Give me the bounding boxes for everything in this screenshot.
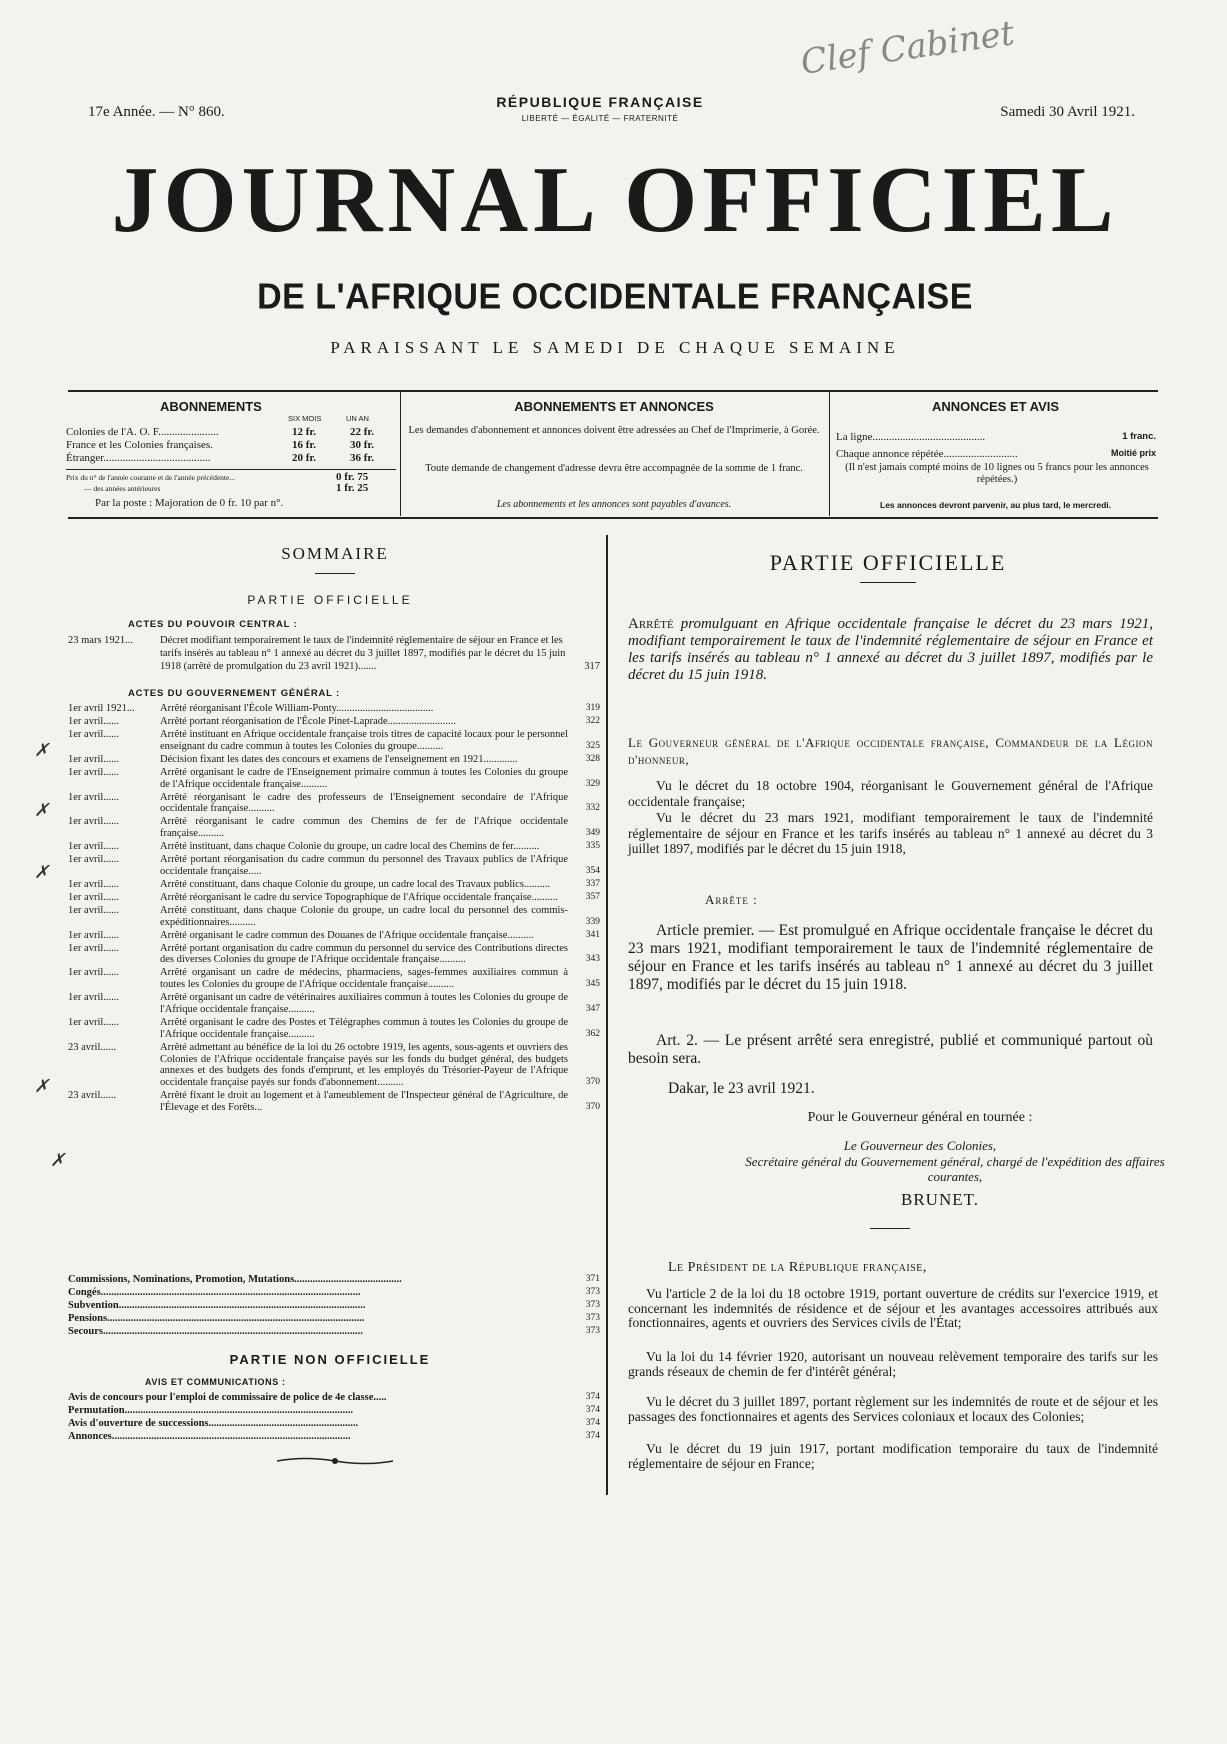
poste-majoration: Par la poste : Majoration de 0 fr. 10 par n°. <box>95 497 284 509</box>
toc-non-officielle-list <box>68 1392 600 1444</box>
toc-title: Décision fixant les dates des concours et examens de l'enseignement en 1921............. <box>160 753 518 765</box>
adresse-note: Les demandes d'abonnement et annonces doivent être adressées au Chef de l'Imprimerie, à Gorée. <box>408 425 820 436</box>
toc-page: 373 <box>585 1312 600 1323</box>
abonnement-row: France et les Colonies françaises. 16 fr. 30 fr. <box>66 439 375 451</box>
toc-page: 374 <box>585 1404 600 1415</box>
vu-loi-1919: Vu l'article 2 de la loi du 18 octobre 1919, portant ouverture de crédits sur l'exercice 1919, et concernant les indemnités de résidence et de séjour et les avantages accessoires attribués aux fonctionnaires, agents et ouvriers des Services civils de l'État; <box>628 1286 1158 1330</box>
toc-title: Avis d'ouverture de successions......................................................... <box>68 1417 359 1429</box>
toc-page: 374 <box>585 1430 600 1441</box>
toc-title: Arrêté portant réorganisation de l'École Pinet-Laprade.......................... <box>160 715 456 727</box>
arrete-heading: Arrêté promulguant en Afrique occidentale française le décret du 23 mars 1921, modifiant temporairement le taux de l'indemnité réglementaire de séjour en France et les tarifs insérés au tableau n° 1 annexé au décret du 3 juillet 1897, modifiés par le décret du 15 juin 1918. <box>628 616 1154 683</box>
un-an-header: UN AN <box>346 414 369 423</box>
toc-entry <box>68 816 600 840</box>
toc-title: Arrêté fixant le droit au logement et à l'ameublement de l'Inspecteur général de l'Agriculture, de l'Élevage et des Forêts... <box>160 1090 568 1113</box>
article-premier: Article premier. — Est promulgué en Afrique occidentale française le décret du 23 mars 1921, modifiant temporairement le taux de l'indemnité réglementaire de séjour en France et les tarifs insérés au tableau n° 1 annexé au décret du 3 juillet 1897, modifiés par le décret du 15 juin 1918. <box>628 922 1153 993</box>
toc-entry <box>68 992 600 1016</box>
margin-check-mark: ✗ <box>34 740 50 761</box>
toc-title: Arrêté constituant, dans chaque Colonie du groupe, un cadre local du personnel des commis-expéditionnaires.......... <box>160 904 568 928</box>
toc-title: Commissions, Nominations, Promotion, Mutations......................................... <box>68 1274 402 1285</box>
sommaire-partie-officielle: PARTIE OFFICIELLE <box>247 593 413 607</box>
toc-date: 23 avril...... <box>68 1090 117 1102</box>
abonnements-annonces-title: ABONNEMENTS ET ANNONCES <box>514 399 714 414</box>
toc-page: 322 <box>585 715 600 726</box>
box-divider-2 <box>829 392 830 516</box>
toc-page: 317 <box>584 661 600 672</box>
journal-title: JOURNAL OFFICIEL <box>111 148 1119 252</box>
toc-date: 1er avril...... <box>68 728 120 740</box>
toc-title: Permutation....................................................................................... <box>68 1404 353 1416</box>
box-top-rule <box>68 390 1158 392</box>
toc-page: 343 <box>585 954 600 965</box>
toc-date: 1er avril 1921... <box>68 703 135 714</box>
prix-anterieurs-row: — des années antérieures 1 fr. 25 <box>84 483 369 494</box>
toc-entry <box>68 729 600 753</box>
vu-loi-1920: Vu la loi du 14 février 1920, autorisant un nouveau relèvement temporaire des tarifs sur les grands réseaux de chemin de fer d'intérêt général; <box>628 1349 1158 1379</box>
toc-date: 1er avril...... <box>68 992 120 1004</box>
toc-page: 373 <box>585 1325 600 1336</box>
toc-date: 1er avril...... <box>68 715 120 727</box>
changement-adresse-note: Toute demande de changement d'adresse devra être accompagnée de la somme de 1 franc. <box>425 463 803 474</box>
toc-page: 328 <box>585 753 600 764</box>
toc-page: 332 <box>585 803 600 814</box>
issue-date: Samedi 30 Avril 1921. <box>1000 104 1135 120</box>
toc-title: Arrêté réorganisant le cadre commun des Chemins de fer de l'Afrique occidentale française.......... <box>160 816 568 840</box>
partie-officielle-rule <box>860 582 916 583</box>
toc-title: Arrêté constituant, dans chaque Colonie du groupe, un cadre local des Travaux publics.......... <box>160 878 551 890</box>
abonnements-table <box>66 426 396 465</box>
toc-title: Congés................................................................................................... <box>68 1286 361 1298</box>
toc-title: Arrêté organisant un cadre de vétérinaires auxiliaires commun à toutes les Colonies du groupe de l'Afrique occidentale française.......... <box>160 992 569 1015</box>
toc-date: 1er avril...... <box>68 967 120 979</box>
toc-page: 335 <box>585 841 600 852</box>
toc-page: 373 <box>585 1286 600 1297</box>
devise: LIBERTÉ — ÉGALITÉ — FRATERNITÉ <box>521 114 679 123</box>
toc-page: 337 <box>585 878 600 889</box>
toc-date: 1er avril...... <box>68 929 120 941</box>
pour-gouverneur: Pour le Gouverneur général en tournée : <box>807 1110 1033 1125</box>
toc-page: 329 <box>585 778 600 789</box>
toc-page: 370 <box>585 1101 600 1112</box>
sommaire-title: SOMMAIRE <box>281 544 389 563</box>
annonce-repetee-row: Chaque annonce répétée........................... Moitié prix <box>836 448 1156 460</box>
toc-page: 370 <box>585 1077 600 1088</box>
toc-date: 1er avril...... <box>68 816 120 828</box>
toc-page: 345 <box>585 979 600 990</box>
gouverneur-general-intro: Le Gouverneur général de l'Afrique occidentale française, Commandeur de la Légion d'honneur, <box>628 735 1153 767</box>
toc-page: 354 <box>585 865 600 876</box>
vu-decret-1921: Vu le décret du 23 mars 1921, modifiant temporairement le taux de l'indemnité réglementaire de séjour en France et les tarifs insérés au tableau n° 1 annexé au décret du 3 juillet 1897, modifiés par le décret du 15 juin 1918, <box>628 810 1153 856</box>
toc-entry <box>68 967 600 991</box>
toc-entry <box>68 1418 600 1430</box>
toc-page: 374 <box>585 1392 600 1402</box>
actes-pouvoir-central: ACTES DU POUVOIR CENTRAL : <box>128 619 298 630</box>
six-mois-header: SIX MOIS <box>288 414 322 423</box>
toc-entry <box>68 1017 600 1041</box>
toc-date: 1er avril...... <box>68 942 120 954</box>
toc-page: 325 <box>585 740 600 751</box>
toc-title: Subvention.............................................................................................. <box>68 1299 366 1311</box>
toc-entry <box>68 930 600 942</box>
toc-page: 371 <box>585 1274 600 1284</box>
margin-check-mark: ✗ <box>34 1076 50 1097</box>
toc-title: Arrêté organisant le cadre des Postes et Télégraphes commun à toutes les Colonies du groupe de l'Afrique occidentale française.......... <box>160 1016 568 1040</box>
lieu-date: Dakar, le 23 avril 1921. <box>668 1080 815 1097</box>
toc-title: Arrêté instituant en Afrique occidentale française trois titres de capacité locaux pour le personnel enseignant du cadre commun à toutes les Colonies du groupe.......... <box>160 728 568 752</box>
arrete-label: Arrête : <box>705 892 758 907</box>
sommaire-partie-non-officielle: PARTIE NON OFFICIELLE <box>229 1352 431 1367</box>
vu-decret-1904: Vu le décret du 18 octobre 1904, réorganisant le Gouvernement général de l'Afrique occidentale française; <box>628 778 1153 809</box>
toc-entry <box>68 1300 600 1312</box>
toc-title: Arrêté portant réorganisation du cadre commun du personnel des Travaux publics de l'Afrique occidentale française..... <box>160 854 568 877</box>
vu-decret-1917: Vu le décret du 19 juin 1917, portant modification temporaire du taux de l'indemnité réglementaire de séjour en France; <box>628 1441 1158 1471</box>
toc-page: 349 <box>585 828 600 839</box>
toc-title: Pensions.................................................................................................. <box>68 1312 365 1324</box>
journal-subtitle: DE L'AFRIQUE OCCIDENTALE FRANÇAISE <box>257 277 973 317</box>
toc-page: 341 <box>585 929 600 940</box>
prix-numero-row: Prix du n° de l'année courante et de l'année précédente... 0 fr. 75 <box>66 472 369 483</box>
toc-entry <box>68 754 600 766</box>
issue-number: 17e Année. — N° 860. <box>88 104 225 120</box>
signataire-fonction: Secrétaire général du Gouvernement général, chargé de l'expédition des affaires courantes, <box>745 1154 1165 1184</box>
toc-title: Annonces........................................................................................... <box>68 1430 351 1442</box>
toc-page: 373 <box>585 1299 600 1310</box>
toc-date: 1er avril...... <box>68 766 120 778</box>
handwritten-note: Clef Cabinet <box>798 13 1017 83</box>
toc-entry <box>68 1090 600 1114</box>
toc-title: Secours................................................................................................... <box>68 1325 363 1337</box>
toc-entry <box>68 1326 600 1338</box>
toc-entry <box>68 1042 600 1089</box>
toc-page: 319 <box>585 703 600 713</box>
toc-entry <box>68 1392 600 1404</box>
avis-communications-label: AVIS ET COMMUNICATIONS : <box>145 1377 286 1387</box>
toc-misc-list <box>68 1274 600 1339</box>
article-2: Art. 2. — Le présent arrêté sera enregistré, publié et communiqué partout où besoin sera. <box>628 1032 1153 1067</box>
toc-date: 1er avril...... <box>68 1016 120 1028</box>
actes-gouvernement-general: ACTES DU GOUVERNEMENT GÉNÉRAL : <box>128 688 340 699</box>
signature-rule <box>870 1228 910 1229</box>
toc-title: Arrêté réorganisant le cadre des professeurs de l'Enseignement secondaire de l'Afrique occidentale française.......... <box>160 791 568 815</box>
toc-date: 23 avril...... <box>68 1041 117 1053</box>
toc-entry <box>68 1431 600 1443</box>
toc-date: 23 mars 1921... <box>68 635 134 646</box>
toc-title: Arrêté organisant un cadre de médecins, pharmaciens, sages-femmes auxiliaires commun à toutes les Colonies du groupe de l'Afrique occidentale française.......... <box>160 967 568 991</box>
end-ornament <box>275 1454 395 1468</box>
margin-check-mark: ✗ <box>34 800 50 821</box>
toc-entry <box>68 879 600 891</box>
toc-date: 1er avril...... <box>68 891 120 903</box>
toc-date: 1er avril...... <box>68 841 120 853</box>
toc-page: 374 <box>585 1417 600 1428</box>
toc-entry <box>68 767 600 791</box>
toc-page: 357 <box>585 891 600 902</box>
toc-entry <box>68 792 600 816</box>
toc-entry <box>68 716 600 728</box>
box-divider-1 <box>400 392 401 516</box>
toc-title: Avis de concours pour l'emploi de commissaire de police de 4e classe..... <box>68 1392 387 1403</box>
toc-date: 1er avril...... <box>68 791 120 803</box>
delai-mercredi-note: Les annonces devront parvenir, au plus tard, le mercredi. <box>880 500 1111 510</box>
margin-check-mark: ✗ <box>50 1150 66 1171</box>
abonnement-row: Étranger....................................... 20 fr. 36 fr. <box>66 452 375 464</box>
toc-entry <box>68 703 600 715</box>
toc-title: Arrêté réorganisant le cadre du service Topographique de l'Afrique occidentale française.......... <box>160 891 558 903</box>
margin-check-mark: ✗ <box>34 862 50 883</box>
toc-entry <box>68 854 600 878</box>
republique-label: RÉPUBLIQUE FRANÇAISE <box>496 94 704 110</box>
abonnements-title: ABONNEMENTS <box>160 399 262 414</box>
toc-date: 1er avril...... <box>68 854 120 866</box>
toc-entry <box>68 892 600 904</box>
payables-note: Les abonnements et les annonces sont payables d'avances. <box>496 499 732 510</box>
toc-title: Arrêté portant organisation du cadre commun du personnel du service des Contributions directes des diverses Colonies du groupe de l'Afrique occidentale française.......... <box>160 942 568 966</box>
abonnements-inner-rule <box>66 469 396 470</box>
toc-date: 1er avril...... <box>68 904 120 916</box>
parution-line: PARAISSANT LE SAMEDI DE CHAQUE SEMAINE <box>330 338 900 357</box>
toc-entry <box>68 943 600 967</box>
sommaire-ornament <box>315 573 355 574</box>
abonnement-row: Colonies de l'A. O. F...................... 12 fr. 22 fr. <box>66 426 375 438</box>
box-bottom-rule <box>68 517 1158 519</box>
president-intro: Le Président de la République française, <box>668 1260 927 1275</box>
toc-title: Décret modifiant temporairement le taux de l'indemnité réglementaire de séjour en France et les tarifs insérés au tableau n° 1 annexé au décret du 3 juillet 1897, modifiés par le décret du 15 juin 1918 (arrêté de promulgation du 23 avril 1921)....... <box>160 635 566 672</box>
toc-page: 347 <box>585 1003 600 1014</box>
toc-central-entry <box>68 634 600 673</box>
toc-entry <box>68 1274 600 1286</box>
partie-officielle-title: PARTIE OFFICIELLE <box>769 550 1007 575</box>
toc-title: Arrêté instituant, dans chaque Colonie du groupe, un cadre local des Chemins de fer.......... <box>160 841 540 853</box>
toc-entry <box>68 905 600 929</box>
toc-title: Arrêté organisant le cadre de l'Enseignement primaire commun à toutes les Colonies du groupe de l'Afrique occidentale française.......... <box>160 766 568 790</box>
vu-decret-1897: Vu le décret du 3 juillet 1897, portant règlement sur les indemnités de route et de séjour et les passages des fonctionnaires et agents des Services coloniaux et locaux des Colonies; <box>628 1394 1158 1424</box>
signataire-titre: Le Gouverneur des Colonies, <box>843 1138 997 1153</box>
toc-date: 1er avril...... <box>68 753 120 765</box>
toc-entry <box>68 634 600 673</box>
toc-page: 339 <box>585 916 600 927</box>
toc-gouvernement-list <box>68 703 600 1115</box>
toc-title: Arrêté admettant au bénéfice de la loi du 26 octobre 1919, les agents, sous-agents et ouvriers des Colonies de l'Afrique occidentale française payés sur les fonds du budget général, des budgets annexes et des budgets des fonds d'emprunt, et les employés du Trésorier-Payeur de l'Afrique occidentale française payés sur fonds d'abonnement.......... <box>160 1041 568 1089</box>
toc-entry <box>68 1405 600 1417</box>
toc-page: 362 <box>585 1028 600 1039</box>
toc-title: Arrêté réorganisant l'École William-Ponty..................................... <box>160 703 434 714</box>
minimum-lignes-note: (Il n'est jamais compté moins de 10 lignes ou 5 francs pour les annonces répétées.) <box>845 462 1149 485</box>
signature-brunet: BRUNET. <box>901 1190 979 1209</box>
column-divider <box>606 535 608 1495</box>
prix-ligne-row: La ligne......................................... 1 franc. <box>836 431 1156 443</box>
annonces-avis-title: ANNONCES ET AVIS <box>931 399 1060 414</box>
toc-date: 1er avril...... <box>68 878 120 890</box>
toc-entry <box>68 1313 600 1325</box>
toc-entry <box>68 1287 600 1299</box>
toc-entry <box>68 841 600 853</box>
toc-title: Arrêté organisant le cadre commun des Douanes de l'Afrique occidentale française.......... <box>160 929 534 941</box>
